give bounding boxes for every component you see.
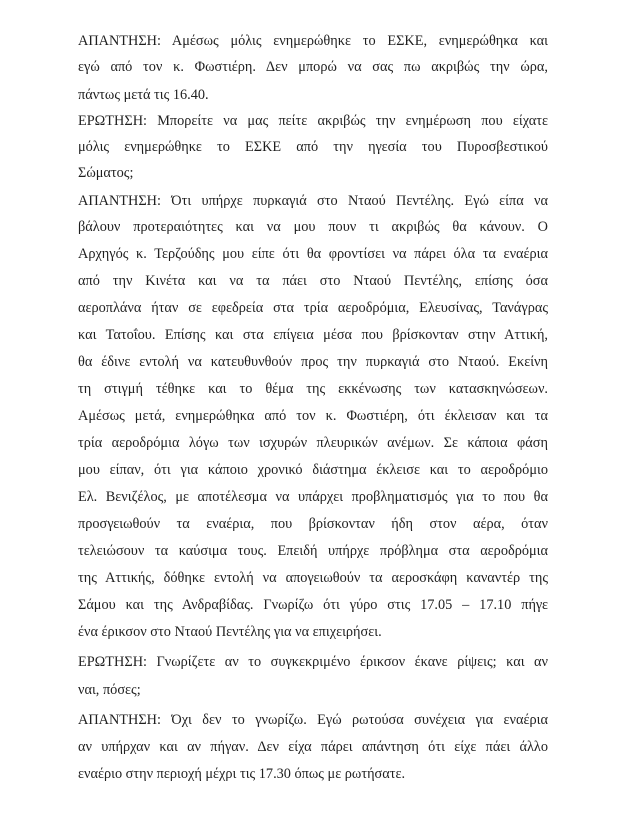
- text-line-3: πάντως μετά τις 16.40.: [78, 87, 209, 103]
- text-line-2: εγώ από τον κ. Φωστιέρη. Δεν μπορώ να σας πω ακριβώς την ώρα,: [78, 59, 548, 75]
- text-line-16: τρία αεροδρόμια λόγω των ισχυρών πλευρικών ανέμων. Σε κάποια φάση: [78, 435, 548, 451]
- text-line-17: μου είπαν, ότι για κάποιο χρονικό διάστημα έκλεισε και το αεροδρόμιο: [78, 462, 548, 478]
- text-line-25: ναι, πόσες;: [78, 682, 141, 698]
- text-line-19: προσγειωθούν τα εναέρια, που βρίσκονταν ήδη στον αέρα, όταν: [78, 516, 548, 532]
- text-line-14: τη στιγμή τέθηκε και το θέμα της εκκένωσης των κατασκηνώσεων.: [78, 381, 548, 397]
- text-line-8: βάλουν προτεραιότητες και να μου πουν τι ακριβώς θα κάνουν. Ο: [78, 219, 548, 235]
- text-line-21: της Αττικής, δόθηκε εντολή να απογειωθούν τα αεροσκάφη καναντέρ της: [78, 570, 548, 586]
- text-line-7: ΑΠΑΝΤΗΣΗ: Ότι υπήρχε πυρκαγιά στο Νταού Πεντέλης. Εγώ είπα να: [78, 193, 548, 209]
- text-line-24: ΕΡΩΤΗΣΗ: Γνωρίζετε αν το συγκεκριμένο έρικσον έκανε ρίψεις; και αν: [78, 654, 548, 670]
- text-line-27: αν υπήρχαν και αν πήγαν. Δεν είχα πάρει απάντηση ότι είχε πάει άλλο: [78, 739, 548, 755]
- text-line-4: ΕΡΩΤΗΣΗ: Μπορείτε να μας πείτε ακριβώς την ενημέρωση που είχατε: [78, 113, 548, 129]
- text-line-26: ΑΠΑΝΤΗΣΗ: Όχι δεν το γνωρίζω. Εγώ ρωτούσα συνέχεια για εναέρια: [78, 712, 548, 728]
- text-line-22: Σάμου και της Ανδραβίδας. Γνωρίζω ότι γύρο στις 17.05 – 17.10 πήγε: [78, 597, 548, 613]
- text-line-9: Αρχηγός κ. Τερζούδης μου είπε ότι θα φροντίσει να πάρει όλα τα εναέρια: [78, 246, 548, 262]
- text-line-18: Ελ. Βενιζέλος, με αποτέλεσμα να υπάρχει προβληματισμός για το που θα: [78, 489, 548, 505]
- text-line-10: από την Κινέτα και να τα πάει στο Νταού Πεντέλης, επίσης όσα: [78, 273, 548, 289]
- text-line-23: ένα έρικσον στο Νταού Πεντέλης για να επιχειρήσει.: [78, 624, 382, 640]
- text-line-6: Σώματος;: [78, 165, 134, 181]
- text-line-5: μόλις ενημερώθηκε το ΕΣΚΕ από την ηγεσία του Πυροσβεστικού: [78, 139, 548, 155]
- text-line-1: ΑΠΑΝΤΗΣΗ: Αμέσως μόλις ενημερώθηκε το ΕΣΚΕ, ενημερώθηκα και: [78, 33, 548, 49]
- text-line-28: εναέριο στην περιοχή μέχρι τις 17.30 όπως με ρωτήσατε.: [78, 766, 406, 782]
- text-line-11: αεροπλάνα ήταν σε εφεδρεία στα τρία αεροδρόμια, Ελευσίνας, Τανάγρας: [78, 300, 548, 316]
- text-line-20: τελειώσουν τα καύσιμα τους. Επειδή υπήρχε πρόβλημα στα αεροδρόμια: [78, 543, 548, 559]
- text-line-12: και Τατοΐου. Επίσης και στα επίγεια μέσα που βρίσκονταν στην Αττική,: [78, 327, 548, 343]
- text-line-13: θα έδινε εντολή να κατευθυνθούν προς την πυρκαγιά στο Νταού. Εκείνη: [78, 354, 548, 370]
- text-line-15: Αμέσως μετά, ενημερώθηκα από τον κ. Φωστιέρη, ότι έκλεισαν και τα: [78, 408, 548, 424]
